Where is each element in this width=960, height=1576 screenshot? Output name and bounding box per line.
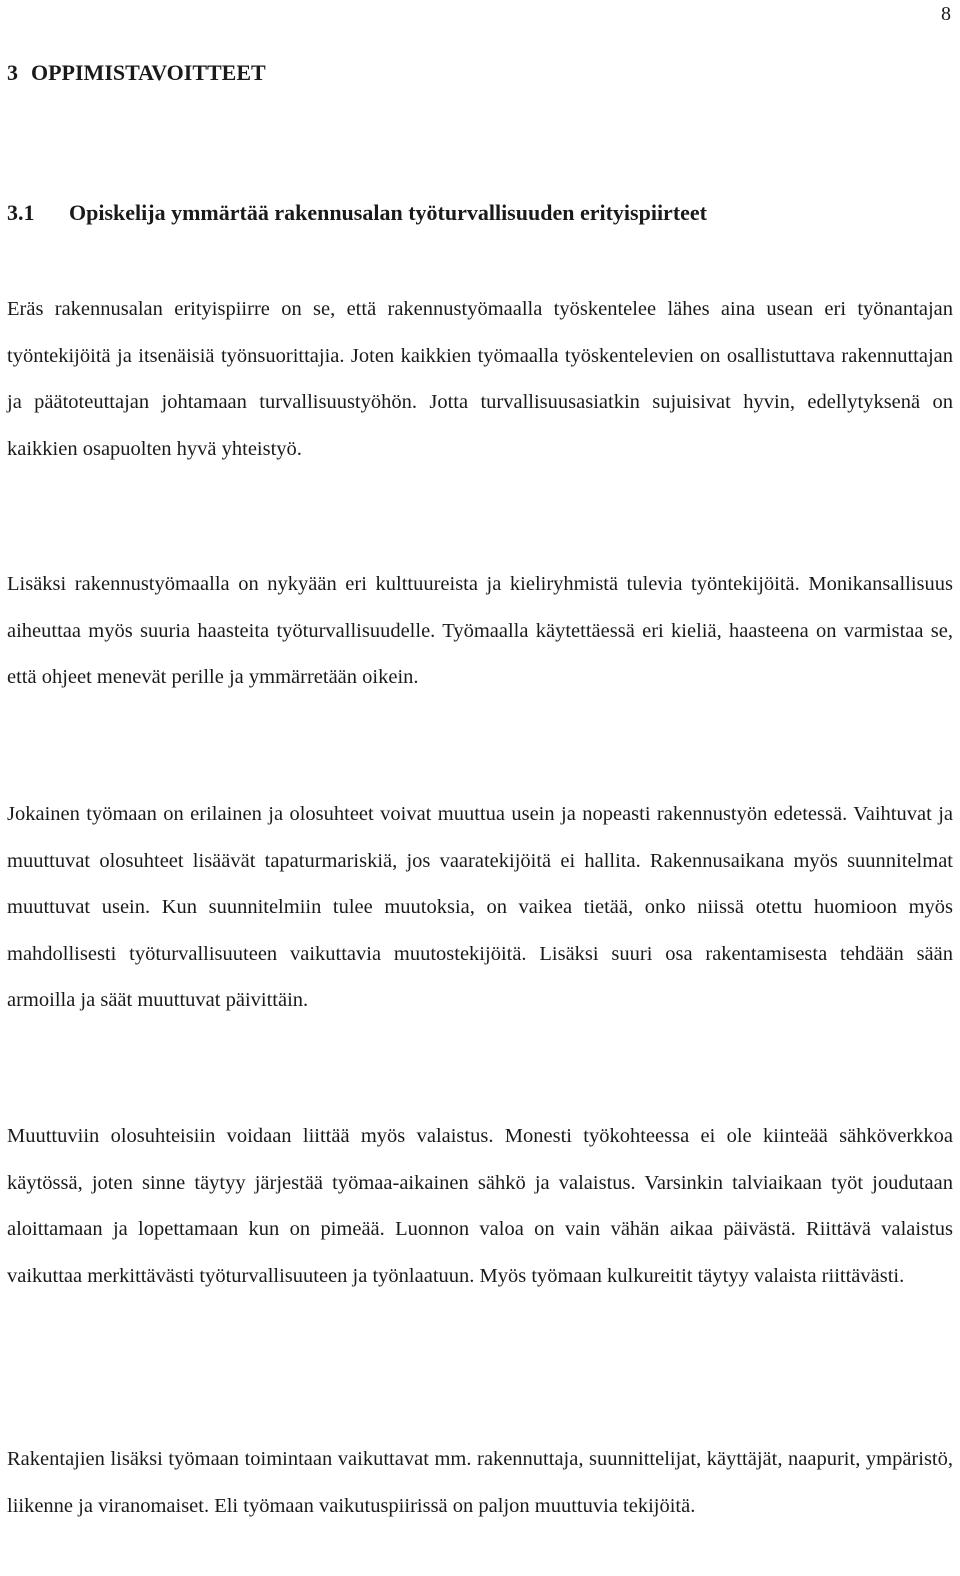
section-heading <box>7 198 707 228</box>
chapter-heading <box>7 58 266 88</box>
chapter-number: 3 <box>7 60 18 85</box>
paragraph: Lisäksi rakennustyömaalla on nykyään eri kulttuureista ja kieliryhmistä tulevia työntekijöitä. Monikansallisuus aiheuttaa myös suuria haasteita työturvallisuudelle. Työmaalla käytettäessä eri kieliä, haasteena on varmistaa se, että ohjeet menevät perille ja ymmärretään oikein. <box>7 573 953 688</box>
paragraph: Jokainen työmaan on erilainen ja olosuhteet voivat muuttua usein ja nopeasti rakennustyön edetessä. Vaihtuvat ja muuttuvat olosuhteet lisäävät tapaturmariskiä, jos vaaratekijöitä ei hallita. Rakennusaikana myös suunnitelmat muuttuvat usein. Kun suunnitelmiin tulee muutoksia, on vaikea tietää, onko niissä otettu huomioon myös mahdollisesti työturvallisuuteen vaikuttavia muutostekijöitä. Lisäksi suuri osa rakentamisesta tehdään sään armoilla ja säät muuttuvat päivittäin. <box>7 803 953 1011</box>
paragraph: Muuttuviin olosuhteisiin voidaan liittää myös valaistus. Monesti työkohteessa ei ole kiinteää sähköverkkoa käytössä, joten sinne täytyy järjestää työmaa-aikainen sähkö ja valaistus. Varsinkin talviaikaan työt joudutaan aloittamaan ja lopettamaan kun on pimeää. Luonnon valoa on vain vähän aikaa päivästä. Riittävä valaistus vaikuttaa merkittävästi työturvallisuuteen ja työnlaatuun. Myös työmaan kulkureitit täytyy valaista riittävästi. <box>7 1125 953 1287</box>
section-number: 3.1 <box>7 200 35 225</box>
section-title: Opiskelija ymmärtää rakennusalan työturvallisuuden erityispiirteet <box>69 200 707 225</box>
paragraph: Eräs rakennusalan erityispiirre on se, että rakennustyömaalla työskentelee lähes aina usean eri työnantajan työntekijöitä ja itsenäisiä työnsuorittajia. Joten kaikkien työmaalla työskentelevien on osallistuttava rakennuttajan ja päätoteuttajan johtamaan turvallisuustyöhön. Jotta turvallisuusasiatkin sujuisivat hyvin, edellytyksenä on kaikkien osapuolten hyvä yhteistyö. <box>7 298 953 460</box>
page-number: 8 <box>941 3 951 25</box>
paragraph: Rakentajien lisäksi työmaan toimintaan vaikuttavat mm. rakennuttaja, suunnittelijat, käyttäjät, naapurit, ympäristö, liikenne ja viranomaiset. Eli työmaan vaikutuspiirissä on paljon muuttuvia tekijöitä. <box>7 1448 953 1517</box>
chapter-title: OPPIMISTAVOITTEET <box>31 60 266 85</box>
